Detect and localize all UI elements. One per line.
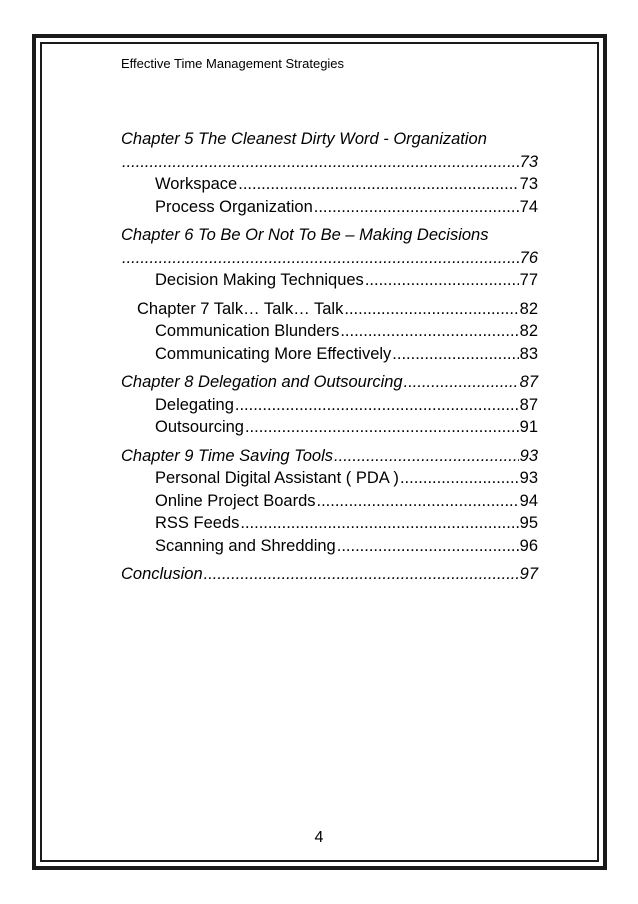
toc-entry[interactable] <box>121 514 538 537</box>
toc-entry[interactable] <box>121 271 538 294</box>
toc-page-number: 74 <box>519 197 538 216</box>
toc-page-number: 73 <box>519 175 538 193</box>
toc-entry[interactable] <box>121 198 538 221</box>
dot-leader <box>365 271 519 290</box>
dot-leader <box>122 153 519 172</box>
toc-entry[interactable] <box>121 175 538 198</box>
toc-page-number: 83 <box>519 344 538 363</box>
toc-chapter-label: Chapter 9 Time Saving Tools <box>121 446 334 465</box>
toc-page-number: 82 <box>519 322 538 340</box>
page-number: 4 <box>314 829 324 846</box>
toc-chapter-entry[interactable] <box>121 447 538 470</box>
toc-entry[interactable] <box>121 418 538 441</box>
dot-leader <box>238 175 518 194</box>
toc-entry-label: Communication Blunders <box>155 322 340 340</box>
toc-entry[interactable] <box>121 537 538 560</box>
toc-entry-label: Decision Making Techniques <box>155 271 364 289</box>
toc-page-number: 94 <box>519 491 538 510</box>
toc-chapter-entry[interactable] <box>121 249 538 272</box>
toc-page-number: 93 <box>519 446 538 465</box>
toc-entry[interactable] <box>121 492 538 515</box>
running-header: Effective Time Management Strategies <box>121 56 345 71</box>
dot-leader <box>122 249 519 268</box>
dot-leader <box>240 514 518 533</box>
toc-entry-label: RSS Feeds <box>155 514 240 532</box>
toc-page-number: 91 <box>519 418 538 436</box>
dot-leader <box>400 469 519 488</box>
toc-page-number: 93 <box>519 469 538 487</box>
toc-entry-label: Workspace <box>155 175 238 193</box>
dot-leader <box>334 447 519 466</box>
toc-entry[interactable] <box>121 469 538 492</box>
toc-entry-label: Communicating More Effectively <box>155 344 392 363</box>
dot-leader <box>340 322 518 341</box>
dot-leader <box>404 373 519 392</box>
toc-page-number: 76 <box>519 248 538 267</box>
toc-entry[interactable] <box>121 345 538 368</box>
dot-leader <box>337 537 519 556</box>
table-of-contents <box>121 130 538 588</box>
toc-entry[interactable] <box>121 396 538 419</box>
toc-entry[interactable] <box>121 322 538 345</box>
toc-entry-label: Personal Digital Assistant ( PDA ) <box>155 469 399 487</box>
toc-page-number: 73 <box>519 152 538 171</box>
toc-chapter-title: Chapter 5 The Cleanest Dirty Word - Organization <box>121 130 487 148</box>
dot-leader <box>344 300 518 319</box>
dot-leader <box>235 396 519 415</box>
dot-leader <box>317 492 519 511</box>
toc-chapter-entry[interactable] <box>121 153 538 176</box>
dot-leader <box>314 198 519 217</box>
toc-chapter-label: Chapter 7 Talk… Talk… Talk <box>137 299 344 318</box>
toc-page-number: 95 <box>519 514 538 532</box>
toc-entry-label: Process Organization <box>155 197 313 216</box>
dot-leader <box>204 565 519 584</box>
toc-page-number: 77 <box>519 271 538 289</box>
toc-page-number: 87 <box>519 373 538 391</box>
toc-entry-label: Scanning and Shredding <box>155 536 336 555</box>
toc-page-number: 97 <box>519 565 538 583</box>
toc-page-number: 82 <box>519 299 538 318</box>
toc-entry-label: Delegating <box>155 395 234 414</box>
toc-entry-label: Online Project Boards <box>155 491 316 510</box>
toc-conclusion-entry[interactable] <box>121 565 538 588</box>
toc-entry-label: Outsourcing <box>155 418 244 436</box>
toc-chapter-label: Conclusion <box>121 565 203 583</box>
toc-chapter-title: Chapter 6 To Be Or Not To Be – Making Decisions <box>121 226 489 244</box>
toc-page-number: 87 <box>519 395 538 414</box>
toc-chapter-label: Chapter 8 Delegation and Outsourcing <box>121 373 403 391</box>
toc-chapter-entry[interactable] <box>121 373 538 396</box>
toc-chapter-entry[interactable] <box>121 300 538 323</box>
toc-page-number: 96 <box>519 536 538 555</box>
dot-leader <box>245 418 519 437</box>
dot-leader <box>392 345 518 364</box>
